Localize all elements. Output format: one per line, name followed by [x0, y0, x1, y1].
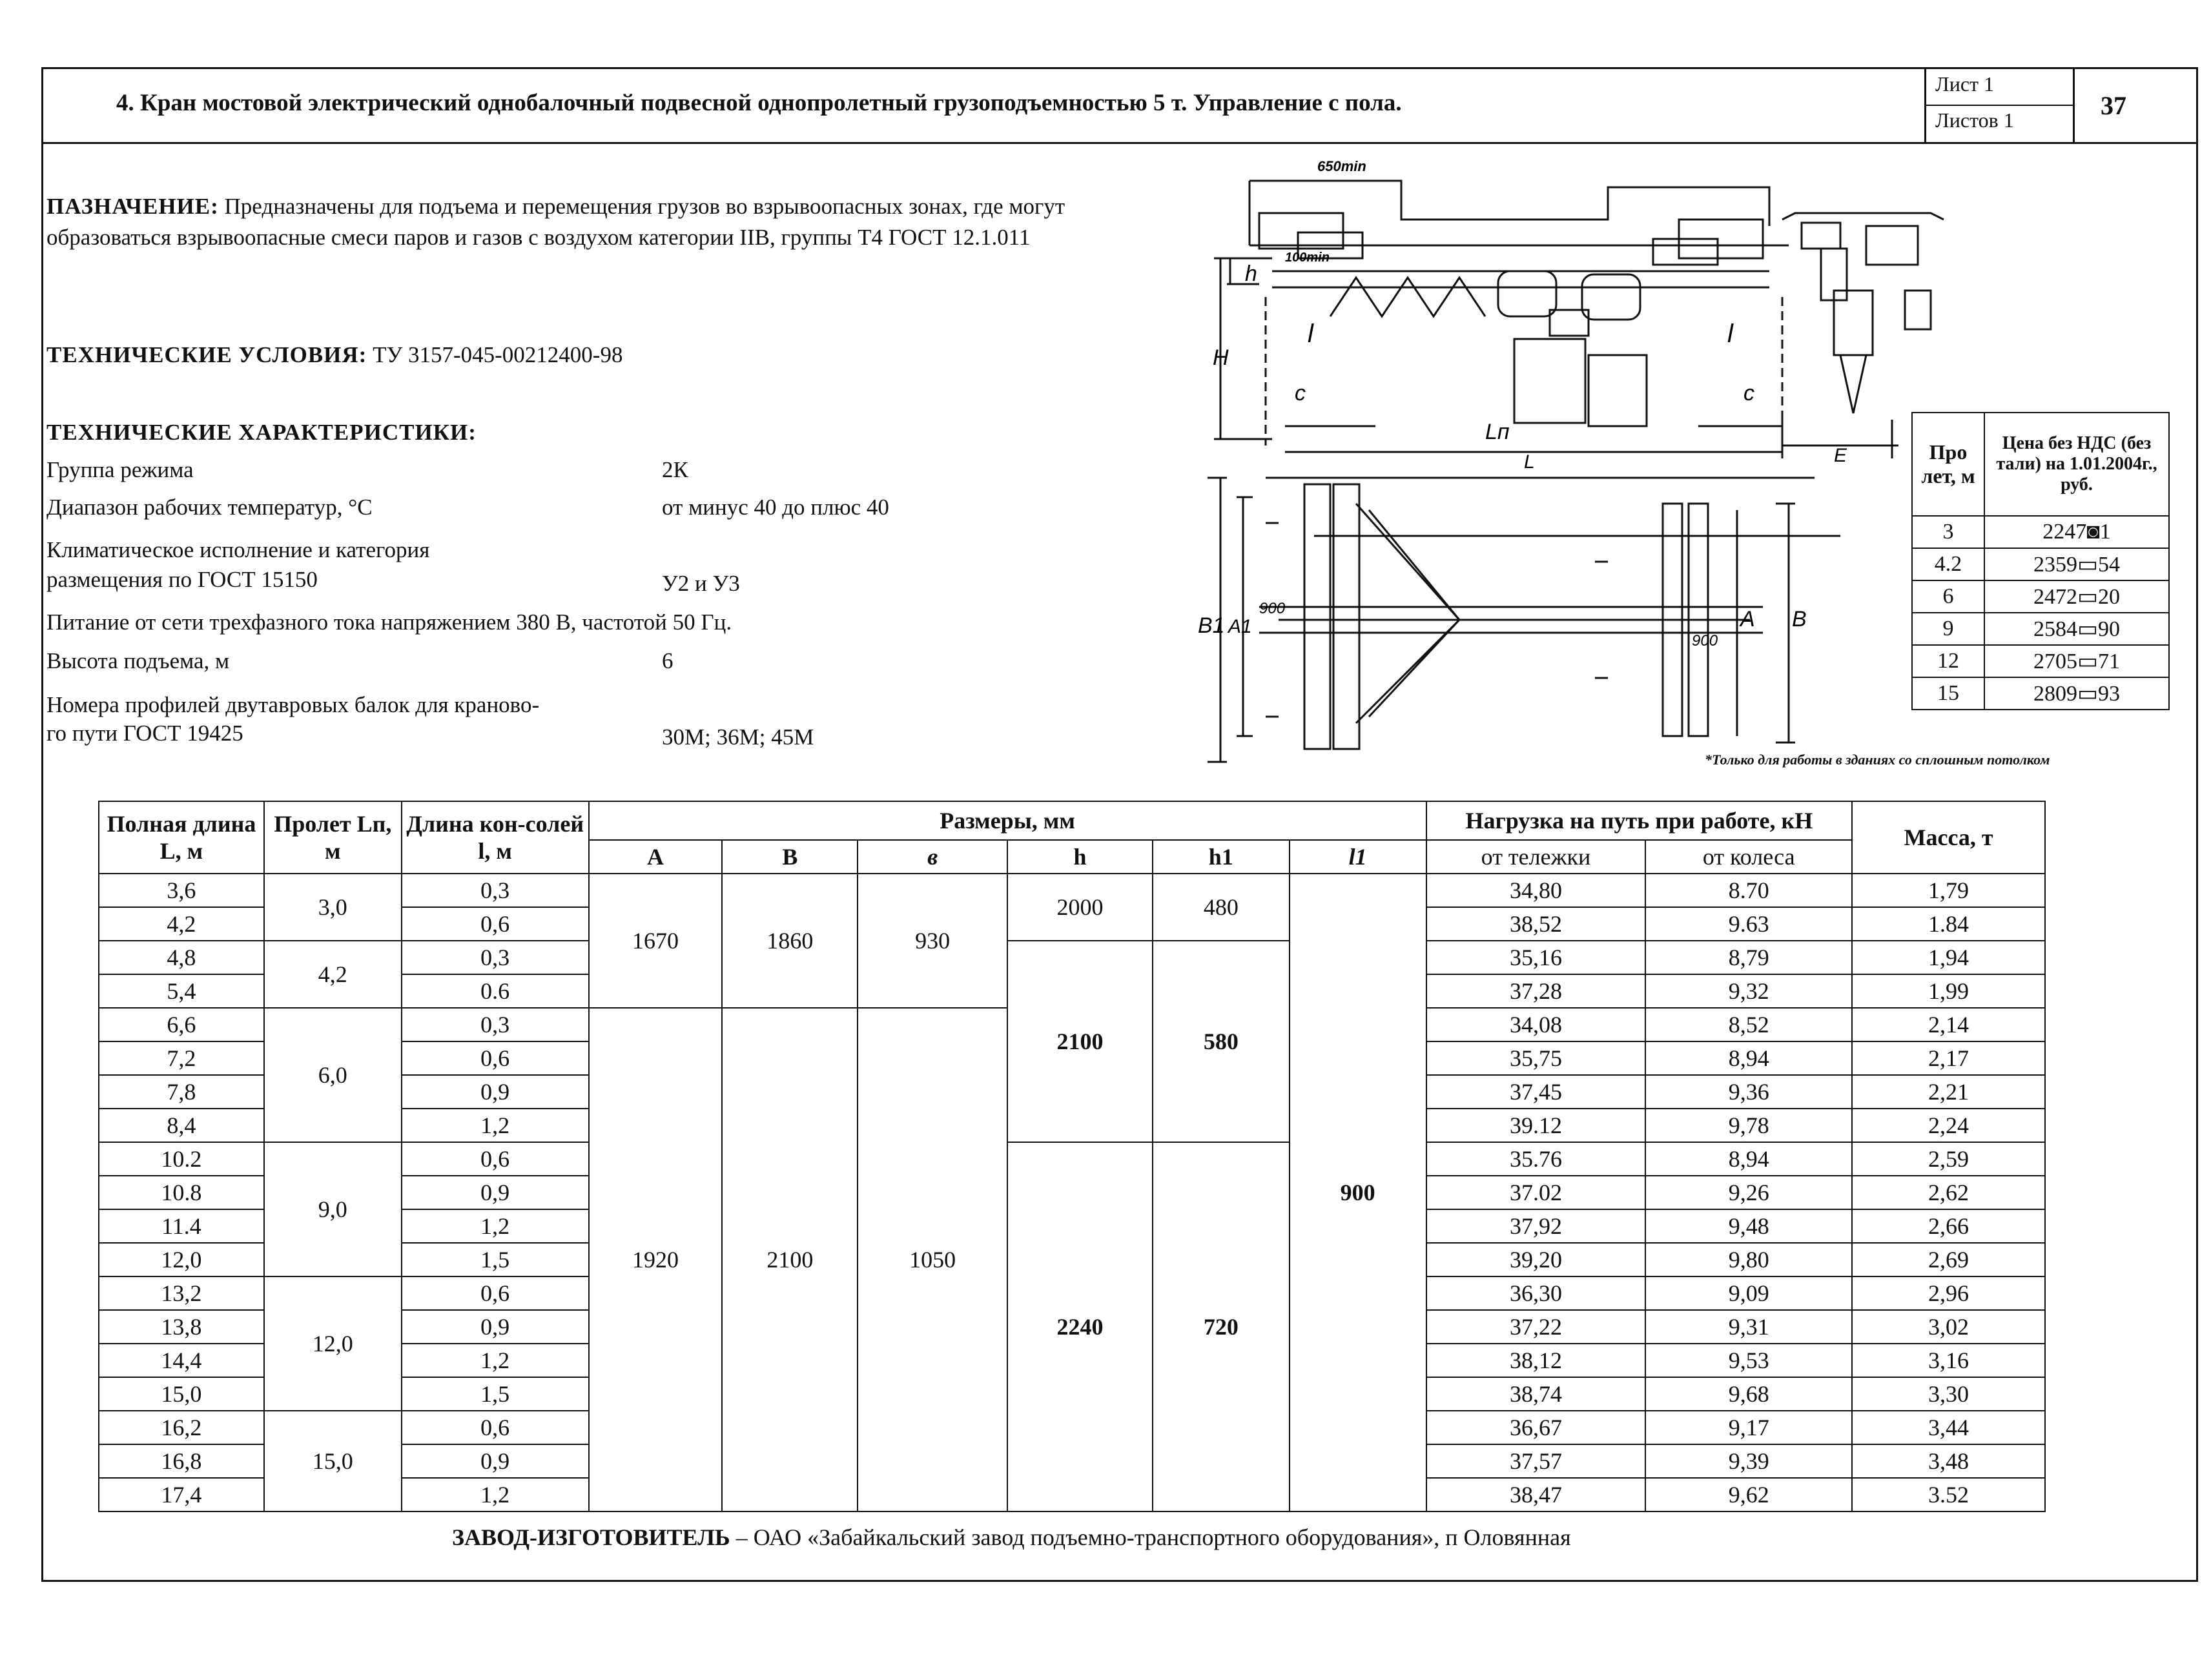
price-row: 3 2247◙1: [1912, 516, 2169, 548]
dim-v: 930: [858, 874, 1007, 1008]
dim-label: c: [1743, 381, 1754, 405]
dim-h1: 580: [1153, 941, 1290, 1142]
dim-h1: 720: [1153, 1142, 1290, 1511]
table-row: 11.4 1,2 37,92 9,48 2,66: [99, 1209, 2045, 1243]
dim-label: l: [1727, 320, 1733, 348]
col-A: А: [589, 840, 723, 874]
sheet-count: Листов 1: [1935, 108, 2014, 132]
purpose-block: [46, 191, 1106, 253]
table-row: 13,2 12,0 0,6 36,30 9,09 2,96: [99, 1276, 2045, 1310]
spec-value: 2К: [662, 457, 688, 482]
dim-label: L: [1524, 451, 1535, 473]
dim-label: h: [1245, 261, 1257, 286]
page-title: 4. Кран мостовой электрический однобалочный подвесной однопролетный грузоподъемностью 5 т. Управление с пола.: [116, 90, 1402, 116]
manufacturer: [452, 1524, 1571, 1551]
span-cell: 12,0: [264, 1276, 402, 1411]
col-load: Нагрузка на путь при работе, кН: [1426, 801, 1853, 840]
page-number: 37: [2101, 91, 2126, 120]
dim-h: 2100: [1007, 941, 1153, 1142]
col-B: В: [722, 840, 858, 874]
sheet-separator: [1926, 105, 2075, 106]
conditions-text: ТУ 3157-045-00212400-98: [373, 342, 623, 367]
span-cell: 9,0: [264, 1142, 402, 1276]
dim-h: 2240: [1007, 1142, 1153, 1511]
spec-name: Группа режима: [46, 457, 194, 482]
col-h: h: [1007, 840, 1153, 874]
spec-name: Диапазон рабочих температур, °С: [46, 495, 373, 520]
table-row: 10.8 0,9 37.02 9,26 2,62: [99, 1176, 2045, 1209]
spec-value: 6: [662, 648, 674, 673]
table-row: 7,8 0,9 37,45 9,36 2,21: [99, 1075, 2045, 1109]
col-console: Длина кон-солей l, м: [402, 801, 589, 874]
specs-table: [98, 801, 2046, 1512]
table-row: 16,2 15,0 0,6 36,67 9,17 3,44: [99, 1411, 2045, 1444]
manufacturer-text: – ОАО «Забайкальский завод подъемно-транспортного оборудования», п Оловянная: [730, 1524, 1571, 1550]
sheet-number: Лист 1: [1935, 72, 1995, 96]
table-row: 14,4 1,2 38,12 9,53 3,16: [99, 1344, 2045, 1377]
dim-B: 1860: [722, 874, 858, 1008]
dim-l1: 900: [1290, 874, 1426, 1511]
table-row: 7,2 0,6 35,75 8,94 2,17: [99, 1041, 2045, 1075]
span-cell: 6,0: [264, 1008, 402, 1142]
conditions-label: ТЕХНИЧЕСКИЕ УСЛОВИЯ:: [46, 342, 367, 367]
dim-h1: 480: [1153, 874, 1290, 941]
dim-label: Lп: [1485, 420, 1510, 444]
spec-name: го пути ГОСТ 19425: [46, 721, 243, 746]
price-row: 15 2809▭93: [1912, 677, 2169, 710]
table-row: 4,8 4,2 0,3 2100 580 35,16 8,79 1,94: [99, 941, 2045, 974]
table-row: 13,8 0,9 37,22 9,31 3,02: [99, 1310, 2045, 1344]
col-l1: l1: [1290, 840, 1426, 874]
span-cell: 3,0: [264, 874, 402, 941]
sheet-info: [1924, 67, 2075, 142]
table-row: 4,2 0,6 38,52 9.63 1.84: [99, 907, 2045, 941]
price-row: 6 2472▭20: [1912, 580, 2169, 613]
table-row: 16,8 0,9 37,57 9,39 3,48: [99, 1444, 2045, 1478]
table-row: 8,4 1,2 39.12 9,78 2,24: [99, 1109, 2045, 1142]
col-span: Пролет Lп, м: [264, 801, 402, 874]
spec-name: Питание от сети трехфазного тока напряжением 380 В, частотой 50 Гц.: [46, 610, 732, 635]
table-row: 10.2 9,0 0,6 2240 720 35.76 8,94 2,59: [99, 1142, 2045, 1176]
dim-label: 900: [1259, 600, 1286, 617]
dim-label: H: [1213, 345, 1229, 370]
col-load-cart: от тележки: [1426, 840, 1646, 874]
dim-label: A1: [1228, 616, 1252, 637]
dim-A: 1920: [589, 1008, 723, 1511]
price-table: [1911, 412, 2170, 710]
dim-label: B1: [1198, 613, 1225, 638]
table-row: 17,4 1,2 38,47 9,62 3.52: [99, 1478, 2045, 1511]
conditions-block: [46, 340, 622, 371]
dim-h: 2000: [1007, 874, 1153, 941]
spec-name: Номера профилей двутавровых балок для краново-: [46, 692, 540, 717]
spec-value: 30М; 36М; 45М: [662, 724, 814, 750]
dim-label: B: [1792, 607, 1807, 631]
manufacturer-label: ЗАВОД-ИЗГОТОВИТЕЛЬ: [452, 1524, 730, 1550]
table-row: 6,6 6,0 0,3 1920 2100 1050 34,08 8,52 2,14: [99, 1008, 2045, 1041]
footnote: *Только для работы в зданиях со сплошным потолком: [1705, 752, 2050, 768]
dim-label: E: [1834, 445, 1847, 466]
dim-label: 650min: [1317, 158, 1366, 174]
col-total-length: Полная длина L, м: [99, 801, 264, 874]
dim-A: 1670: [589, 874, 723, 1008]
span-cell: 15,0: [264, 1411, 402, 1511]
dim-B: 2100: [722, 1008, 858, 1511]
dim-label: l: [1308, 320, 1313, 348]
col-dimensions: Размеры, мм: [589, 801, 1426, 840]
crane-plan-view-drawing: [1182, 465, 1892, 768]
spec-name: Климатическое исполнение и категория: [46, 537, 430, 562]
col-load-wheel: от колеса: [1645, 840, 1852, 874]
purpose-text: Предназначены для подъема и перемещения грузов во взрывоопасных зонах, где могут образоваться взрывоопасные смеси паров и газов с воздухом категории IIВ, группы Т4 ГОСТ 12.1.011: [46, 194, 1065, 250]
price-header-price: Цена без НДС (без тали) на 1.01.2004г., руб.: [1984, 413, 2169, 516]
dim-label: 100min: [1285, 251, 1330, 265]
span-cell: 4,2: [264, 941, 402, 1008]
table-row: 15,0 1,5 38,74 9,68 3,30: [99, 1377, 2045, 1411]
table-row: 5,4 0.6 37,28 9,32 1,99: [99, 974, 2045, 1008]
table-row: 12,0 1,5 39,20 9,80 2,69: [99, 1243, 2045, 1276]
dim-label: A: [1740, 607, 1755, 631]
col-mass: Масса, т: [1852, 801, 2045, 874]
spec-name: Высота подъема, м: [46, 648, 230, 673]
col-h1: h1: [1153, 840, 1290, 874]
price-row: 9 2584▭90: [1912, 613, 2169, 645]
dim-label: c: [1295, 381, 1306, 405]
price-row: 4.2 2359▭54: [1912, 548, 2169, 580]
price-header-span: Про лет, м: [1912, 413, 1984, 516]
page-number-box: [2073, 67, 2200, 142]
characteristics-heading: ТЕХНИЧЕСКИЕ ХАРАКТЕРИСТИКИ:: [46, 420, 477, 445]
table-row: 3,6 3,0 0,3 1670 1860 930 2000 480 900 34,80 8.70 1,79: [99, 874, 2045, 907]
purpose-label: ПАЗНАЧЕНИЕ:: [46, 194, 219, 219]
dim-label: 900: [1692, 632, 1718, 650]
spec-value: У2 и У3: [662, 571, 740, 596]
col-v: в: [858, 840, 1007, 874]
spec-value: от минус 40 до плюс 40: [662, 495, 889, 520]
dim-v: 1050: [858, 1008, 1007, 1511]
price-row: 12 2705▭71: [1912, 645, 2169, 677]
spec-name: размещения по ГОСТ 15150: [46, 567, 318, 592]
